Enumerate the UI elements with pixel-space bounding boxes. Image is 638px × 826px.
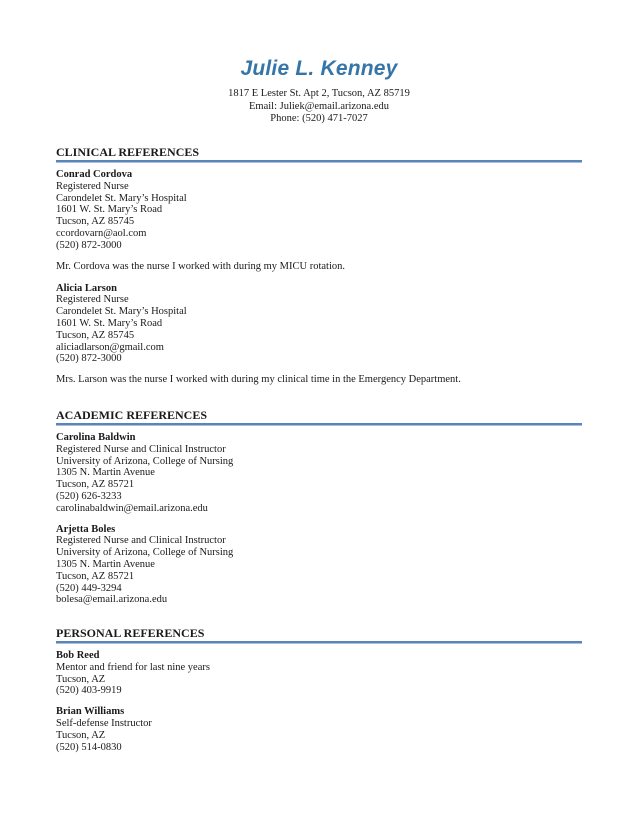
reference-email: bolesa@email.arizona.edu: [56, 594, 168, 606]
reference-name: Alicia Larson: [56, 282, 117, 294]
reference-organization: Carondelet St. Mary’s Hospital: [56, 192, 187, 204]
reference-street: 1305 N. Martin Avenue: [56, 558, 155, 570]
section-divider: [56, 160, 582, 163]
reference-city: Tucson, AZ 85745: [56, 329, 135, 341]
reference-city: Tucson, AZ 85745: [56, 216, 135, 228]
section-title: CLINICAL REFERENCES: [56, 145, 200, 159]
reference-entry: [56, 650, 582, 697]
address: 1817 E Lester St. Apt 2, Tucson, AZ 85719: [228, 88, 410, 99]
reference-phone: (520) 449-3294: [56, 582, 122, 594]
reference-entry: [56, 169, 582, 252]
reference-city: Tucson, AZ 85721: [56, 479, 135, 491]
reference-name: Bob Reed: [56, 650, 100, 661]
reference-phone: (520) 626-3233: [56, 490, 122, 502]
header: [0, 56, 638, 126]
reference-title: Registered Nurse and Clinical Instructor: [56, 535, 226, 547]
reference-street: 1601 W. St. Mary’s Road: [56, 204, 163, 216]
email: Email: Juliek@email.arizona.edu: [249, 100, 389, 112]
section-divider: [56, 641, 582, 644]
applicant-name: Julie L. Kenney: [240, 57, 398, 80]
reference-title: Registered Nurse: [56, 294, 129, 306]
section-divider: [56, 423, 582, 426]
reference-note: Mr. Cordova was the nurse I worked with during my MICU rotation.: [56, 260, 346, 272]
reference-phone: (520) 872-3000: [56, 239, 122, 251]
reference-phone: (520) 514-0830: [56, 741, 122, 753]
section-title: PERSONAL REFERENCES: [56, 626, 205, 640]
reference-email: ccordovarn@aol.com: [56, 227, 147, 239]
reference-note: Mrs. Larson was the nurse I worked with during my clinical time in the Emergency Department.: [56, 374, 461, 386]
reference-city: Tucson, AZ: [56, 729, 106, 741]
reference-name: Carolina Baldwin: [56, 432, 136, 443]
reference-entry: [56, 432, 582, 515]
reference-relationship: Mentor and friend for last nine years: [56, 661, 210, 673]
reference-title: Registered Nurse: [56, 180, 129, 192]
reference-city: Tucson, AZ: [56, 673, 106, 685]
reference-entry: [56, 524, 582, 607]
reference-entry: [56, 283, 582, 366]
reference-city: Tucson, AZ 85721: [56, 570, 135, 582]
reference-organization: University of Arizona, College of Nursing: [56, 455, 234, 467]
reference-email: aliciadlarson@gmail.com: [56, 341, 164, 353]
section-title: ACADEMIC REFERENCES: [56, 408, 208, 422]
reference-name: Brian Williams: [56, 706, 125, 718]
clinical-references-section: [56, 145, 582, 396]
reference-phone: (520) 872-3000: [56, 353, 122, 365]
reference-organization: University of Arizona, College of Nursing: [56, 547, 234, 559]
academic-references-section: [56, 408, 582, 615]
personal-references-section: [56, 626, 582, 762]
reference-title: Registered Nurse and Clinical Instructor: [56, 443, 226, 455]
reference-relationship: Self-defense Instructor: [56, 717, 152, 729]
reference-email: carolinabaldwin@email.arizona.edu: [56, 502, 208, 514]
reference-name: Conrad Cordova: [56, 169, 133, 180]
reference-name: Arjetta Boles: [56, 523, 116, 535]
reference-organization: Carondelet St. Mary’s Hospital: [56, 306, 187, 318]
phone: Phone: (520) 471-7027: [270, 113, 368, 124]
reference-entry: [56, 706, 582, 753]
reference-phone: (520) 403-9919: [56, 685, 122, 697]
reference-street: 1601 W. St. Mary’s Road: [56, 317, 163, 329]
reference-street: 1305 N. Martin Avenue: [56, 467, 155, 479]
